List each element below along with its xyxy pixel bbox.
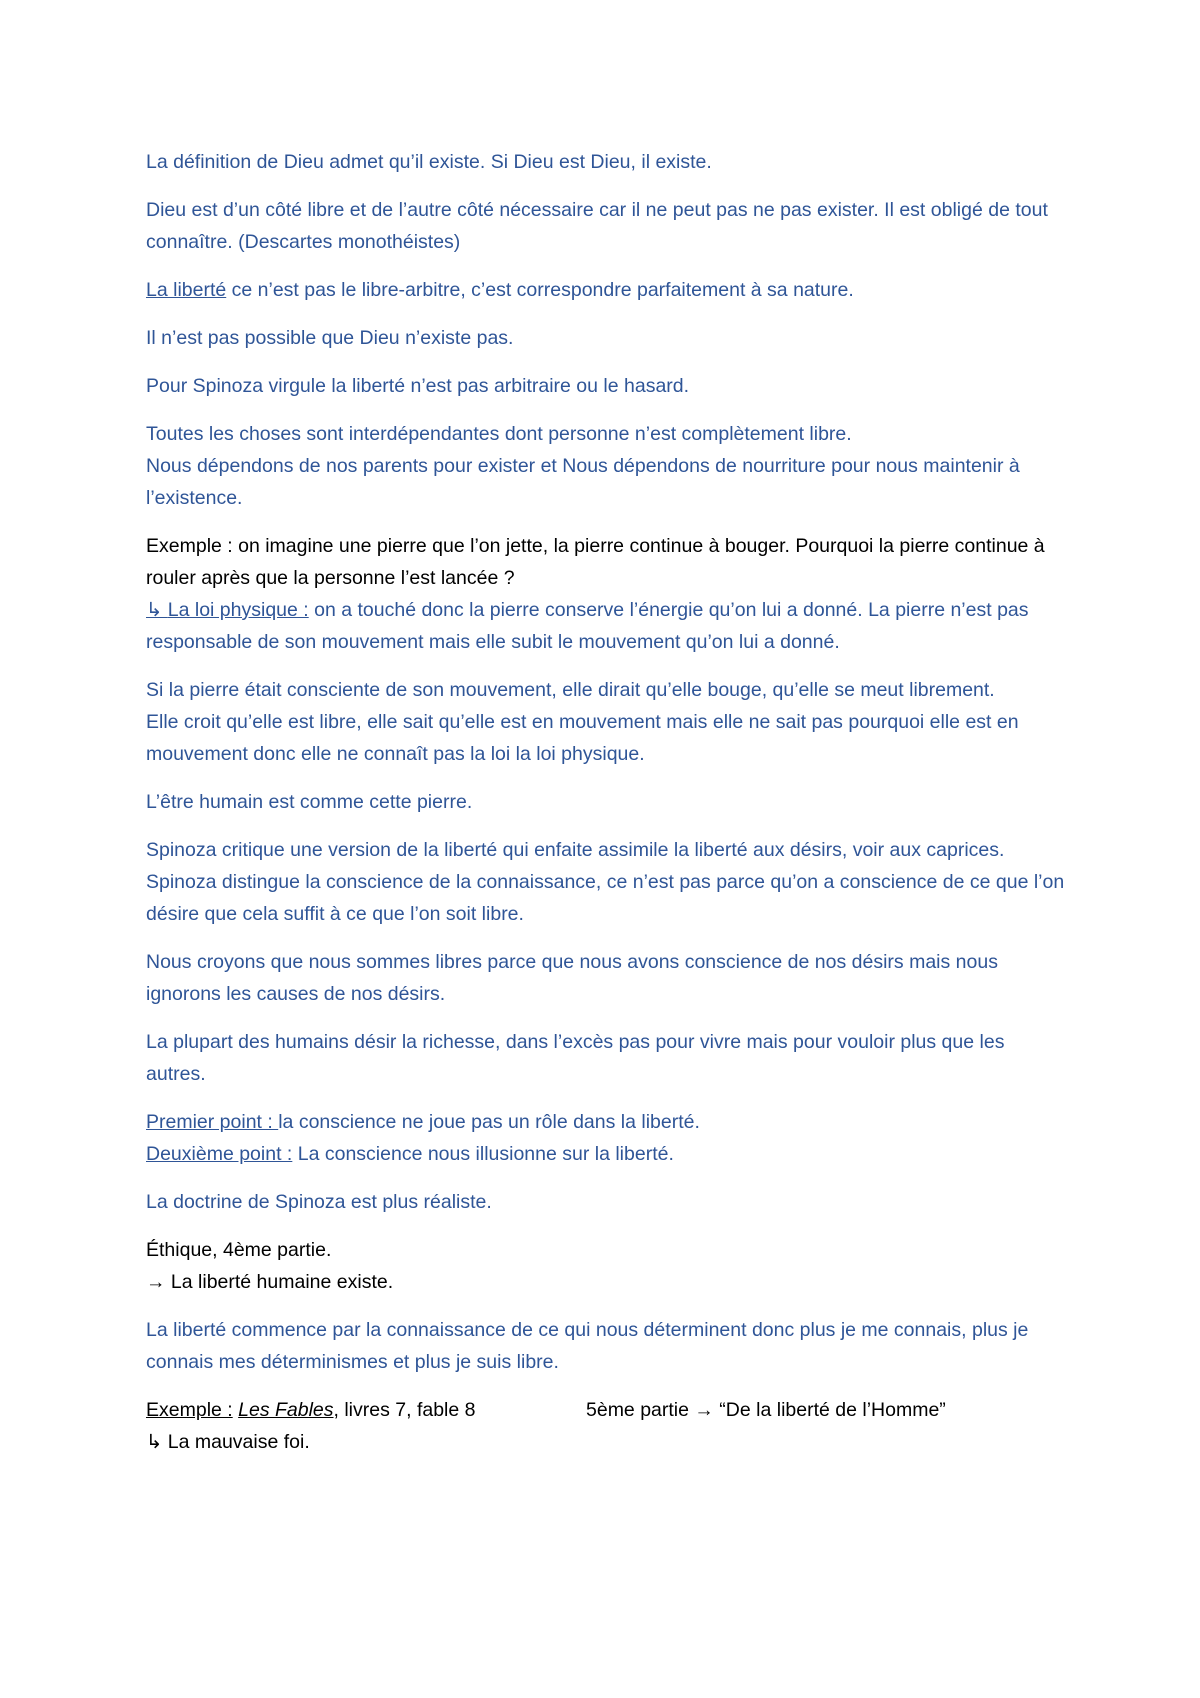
paragraph-dieu-existe — [146, 322, 1066, 354]
paragraph-exemple-fables — [146, 1394, 1066, 1458]
paragraph-line — [146, 1106, 1066, 1138]
paragraph-text: la conscience ne joue pas un rôle dans la liberté. — [278, 1111, 700, 1133]
return-arrow-icon: ↳ — [146, 599, 168, 621]
arrow-label — [146, 599, 309, 621]
underlined-term: Deuxième point : — [146, 1143, 293, 1165]
paragraph-text: La conscience nous illusionne sur la liberté. — [292, 1143, 674, 1165]
paragraph-etre-humain — [146, 786, 1066, 818]
paragraph-text: Dieu est d’un côté libre et de l’autre côté nécessaire car il ne peut pas ne pas exister. Il est obligé de tout connaître. (Descartes monothéistes) — [146, 199, 1048, 253]
paragraph-line — [146, 1138, 1066, 1170]
paragraph-ethique — [146, 1234, 1066, 1298]
paragraph-la-liberte — [146, 274, 1066, 306]
paragraph-text: , livres 7, fable 8 — [333, 1399, 476, 1421]
paragraph-richesse — [146, 1026, 1066, 1090]
paragraph-points — [146, 1106, 1066, 1170]
paragraph-line: Nous dépendons de nos parents pour exister et Nous dépendons de nourriture pour nous maintenir à l’existence. — [146, 455, 1020, 509]
paragraph-line: Spinoza distingue la conscience de la connaissance, ce n’est pas parce qu’on a conscience de ce que l’on désire que cela suffit à ce que l’on soit libre. — [146, 871, 1065, 925]
paragraph-text: L’être humain est comme cette pierre. — [146, 791, 473, 813]
underlined-term: La loi physique : — [167, 599, 309, 621]
paragraph-line: Éthique, 4ème partie. — [146, 1239, 332, 1261]
paragraph-text: ce n’est pas le libre-arbitre, c’est correspondre parfaitement à sa nature. — [226, 279, 854, 301]
paragraph-text: La définition de Dieu admet qu’il existe. Si Dieu est Dieu, il existe. — [146, 151, 712, 173]
paragraph-text: La liberté commence par la connaissance de ce qui nous déterminent donc plus je me connais, plus je connais mes déterminismes et plus je suis libre. — [146, 1319, 1029, 1373]
book-title: Les Fables — [238, 1399, 334, 1421]
paragraph-spinoza-arbitraire — [146, 370, 1066, 402]
paragraph-text: Nous croyons que nous sommes libres parce que nous avons conscience de nos désirs mais nous ignorons les causes de nos désirs. — [146, 951, 998, 1005]
example-text: Exemple : on imagine une pierre que l’on jette, la pierre continue à bouger. Pourquoi la pierre continue à rouler après que la personne l’est lancée ? — [146, 535, 1045, 589]
underlined-term: Premier point : — [146, 1111, 279, 1133]
paragraph-nous-croyons — [146, 946, 1066, 1010]
paragraph-line: Elle croit qu’elle est libre, elle sait qu’elle est en mouvement mais elle ne sait pas pourquoi elle est en mouvement donc elle ne connaît pas la loi la loi physique. — [146, 711, 1019, 765]
paragraph-text: La plupart des humains désir la richesse, dans l’excès pas pour vivre mais pour vouloir plus que les autres. — [146, 1031, 1005, 1085]
paragraph-liberte-connaissance — [146, 1314, 1066, 1378]
paragraph-pierre-consciente — [146, 674, 1066, 770]
paragraph-line: Spinoza critique une version de la liberté qui enfaite assimile la liberté aux désirs, voir aux caprices. — [146, 839, 1005, 861]
paragraph-text: Pour Spinoza virgule la liberté n’est pas arbitraire ou le hasard. — [146, 375, 690, 397]
paragraph-line: Toutes les choses sont interdépendantes dont personne n’est complètement libre. — [146, 423, 852, 445]
paragraph-line: → La liberté humaine existe. — [146, 1271, 394, 1293]
paragraph-exemple-pierre — [146, 530, 1066, 658]
paragraph-line — [146, 1394, 1066, 1426]
document-body — [146, 146, 1066, 1474]
tabbed-text: 5ème partie → “De la liberté de l’Homme” — [586, 1399, 946, 1421]
paragraph-line — [146, 594, 1066, 658]
underlined-term: La liberté — [146, 279, 227, 301]
underlined-term: Exemple : — [146, 1399, 233, 1421]
paragraph-line: Si la pierre était consciente de son mouvement, elle dirait qu’elle bouge, qu’elle se meut librement. — [146, 679, 995, 701]
paragraph-text: Il n’est pas possible que Dieu n’existe pas. — [146, 327, 514, 349]
paragraph-line: ↳ La mauvaise foi. — [146, 1431, 310, 1453]
paragraph-dieu-libre-necessaire — [146, 194, 1066, 258]
paragraph-definition-dieu — [146, 146, 1066, 178]
paragraph-text: La doctrine de Spinoza est plus réaliste. — [146, 1191, 492, 1213]
paragraph-doctrine — [146, 1186, 1066, 1218]
paragraph-interdependance — [146, 418, 1066, 514]
paragraph-spinoza-critique — [146, 834, 1066, 930]
paragraph-text: on a touché donc la pierre conserve l’énergie qu’on lui a donné. La pierre n’est pas responsable de son mouvement mais elle subit le mouvement qu’on lui a donné. — [146, 599, 1029, 653]
